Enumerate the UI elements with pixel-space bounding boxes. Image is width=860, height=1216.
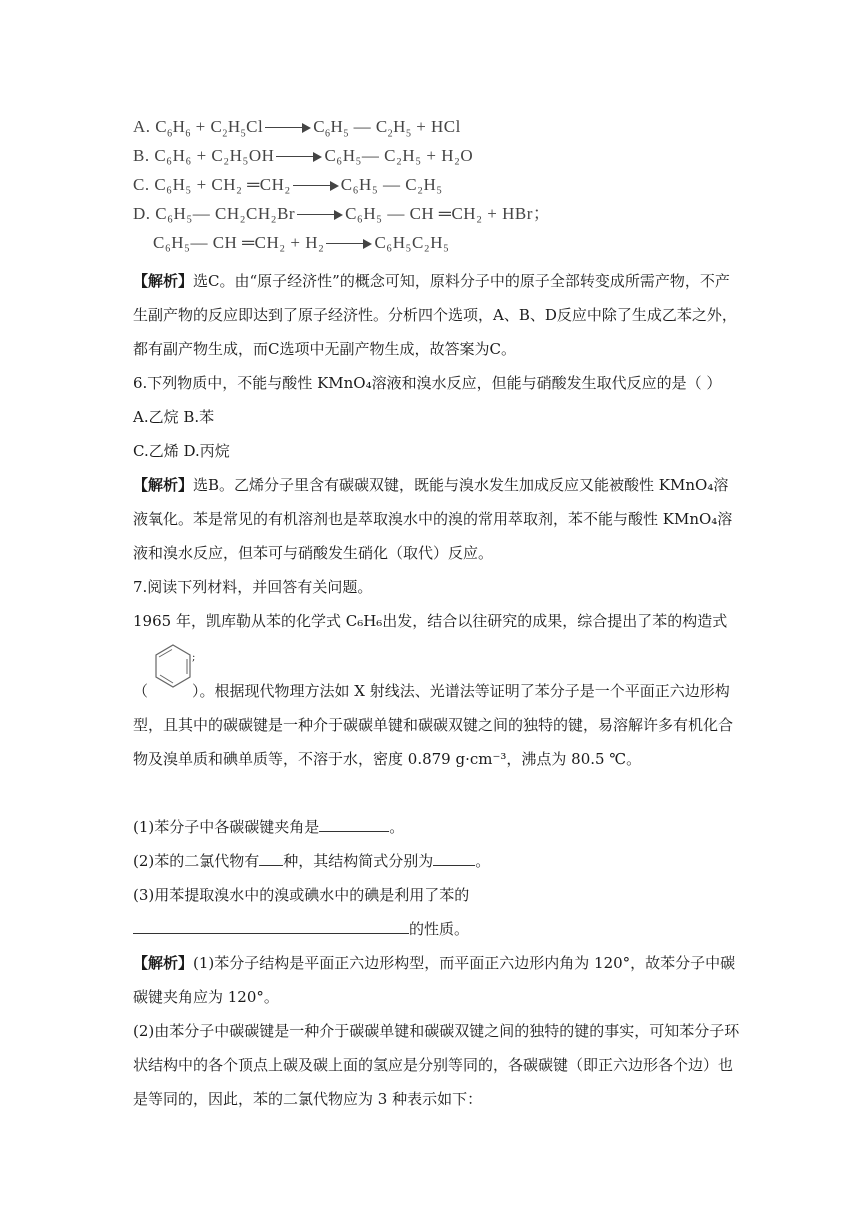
question-6-options-cd: C.乙烯 D.丙烷 <box>133 442 230 460</box>
option-d-label: D. <box>133 204 151 223</box>
option-c-label: C. <box>133 175 150 194</box>
benzene-punctuation: ; <box>192 652 196 663</box>
sub-1-end: 。 <box>389 818 405 836</box>
sub-1-text: (1)苯分子中各碳碳键夹角是 <box>133 818 320 836</box>
reaction-arrow-icon <box>326 239 372 249</box>
analysis-q7-part-2: (2)由苯分子中碳碳键是一种介于碳碳单键和碳碳双键之间的独特的键的事实，可知苯分子环状结构中的各个顶点上碳及碳上面的氢应是分别等同的，各碳碳键（即正六边形各个边）也是等同的，因此，苯的二氯代物应为 3 种表示如下： <box>133 1022 740 1108</box>
question-7-sub-3-line-2 <box>133 912 743 946</box>
option-d-equation-2 <box>153 233 449 253</box>
option-d-products-1: C₆H₅ — CH ═CH₂ + HBr； <box>345 204 551 223</box>
question-6-options-ab: A.乙烷 B.苯 <box>133 408 215 426</box>
analysis-tag: 【解析】 <box>133 476 194 494</box>
analysis-tag: 【解析】 <box>133 272 194 290</box>
sub-2-text-b: 种，其结构简式分别为 <box>283 852 434 870</box>
option-c-equation <box>133 175 443 195</box>
sub-3-end: 的性质。 <box>409 920 470 938</box>
analysis-q6 <box>133 468 743 570</box>
option-a-label: A. <box>133 117 151 136</box>
analysis-q5 <box>133 264 743 366</box>
option-b-reactants: C₆H₆ + C₂H₅OH <box>154 146 275 165</box>
analysis-text: (1)苯分子结构是平面正六边形构型，而平面正六边形内角为 120°，故苯分子中碳碳键夹角应为 120°。 <box>133 954 736 1006</box>
question-7-paragraph-2 <box>133 674 743 776</box>
option-d-reactants-2: C₆H₅— CH ═CH₂ + H₂ <box>153 233 325 252</box>
option-a-equation: A. $C_6H_6 + C_2H_5Cl$ $C_6H_5$ — $C_2H_5$ + HCl <box>133 117 461 140</box>
reaction-arrow-icon <box>297 210 343 220</box>
option-c-reactants: C₆H₅ + CH₂ ═CH₂ <box>154 175 291 194</box>
option-d-equation-1 <box>133 204 550 224</box>
reaction-arrow-icon <box>293 181 339 191</box>
paragraph-2-text: ）。根据现代物理方法如 X 射线法、光谱法等证明了苯分子是一个平面正六边形构型，且其中的碳碳键是一种介于碳碳单键和碳碳双键之间的独特的键，易溶解许多有机化合物及溴单质和碘单质等，不溶于水，密度 0.879 g·cm⁻³，沸点为 80.5 ℃。 <box>133 682 734 768</box>
answer-blank-2b[interactable] <box>433 849 475 866</box>
paren-open: （ <box>133 682 149 700</box>
option-b-equation <box>133 146 473 166</box>
answer-blank-3[interactable] <box>133 917 409 934</box>
analysis-text: 选B。乙烯分子里含有碳碳双键，既能与溴水发生加成反应又能被酸性 KMnO₄溶液氧化。苯是常见的有机溶剂也是萃取溴水中的溴的常用萃取剂，苯不能与酸性 KMnO₄溶液和溴水反应，但苯可与硝酸发生硝化（取代）反应。 <box>133 476 733 562</box>
reaction-arrow-icon <box>265 123 311 133</box>
question-7-sub-1 <box>133 810 743 844</box>
question-6-stem: 6.下列物质中，不能与酸性 KMnO₄溶液和溴水反应，但能与硝酸发生取代反应的是（ ） <box>133 374 722 392</box>
reaction-arrow-icon <box>276 152 322 162</box>
question-7-sub-2 <box>133 844 743 878</box>
question-7-paragraph-1: 1965 年，凯库勒从苯的化学式 C₆H₆出发，结合以往研究的成果，综合提出了苯的构造式 <box>133 612 728 630</box>
question-7-stem: 7.阅读下列材料，并回答有关问题。 <box>133 578 373 596</box>
option-b-label: B. <box>133 146 150 165</box>
analysis-text: 选C。由“原子经济性”的概念可知，原料分子中的原子全部转变成所需产物，不产生副产物的反应即达到了原子经济性。分析四个选项，A、B、D反应中除了生成乙苯之外，都有副产物生成，而C选项中无副产物生成，故答案为C。 <box>133 272 737 358</box>
option-b-products: C₆H₅— C₂H₅ + H₂O <box>324 146 474 165</box>
sub-2-end: 。 <box>475 852 491 870</box>
option-d-reactants-1: C₆H₅— CH₂CH₂Br <box>155 204 296 223</box>
analysis-tag: 【解析】 <box>133 954 194 972</box>
answer-blank-1[interactable] <box>319 815 389 832</box>
option-c-products: C₆H₅ — C₂H₅ <box>340 175 443 194</box>
option-d-products-2: C₆H₅C₂H₅ <box>374 233 450 252</box>
question-7-sub-3: (3)用苯提取溴水中的溴或碘水中的碘是利用了苯的 <box>133 886 470 904</box>
sub-2-text-a: (2)苯的二氯代物有 <box>133 852 260 870</box>
answer-blank-2a[interactable] <box>259 849 283 866</box>
analysis-q7-part-1 <box>133 946 743 1014</box>
